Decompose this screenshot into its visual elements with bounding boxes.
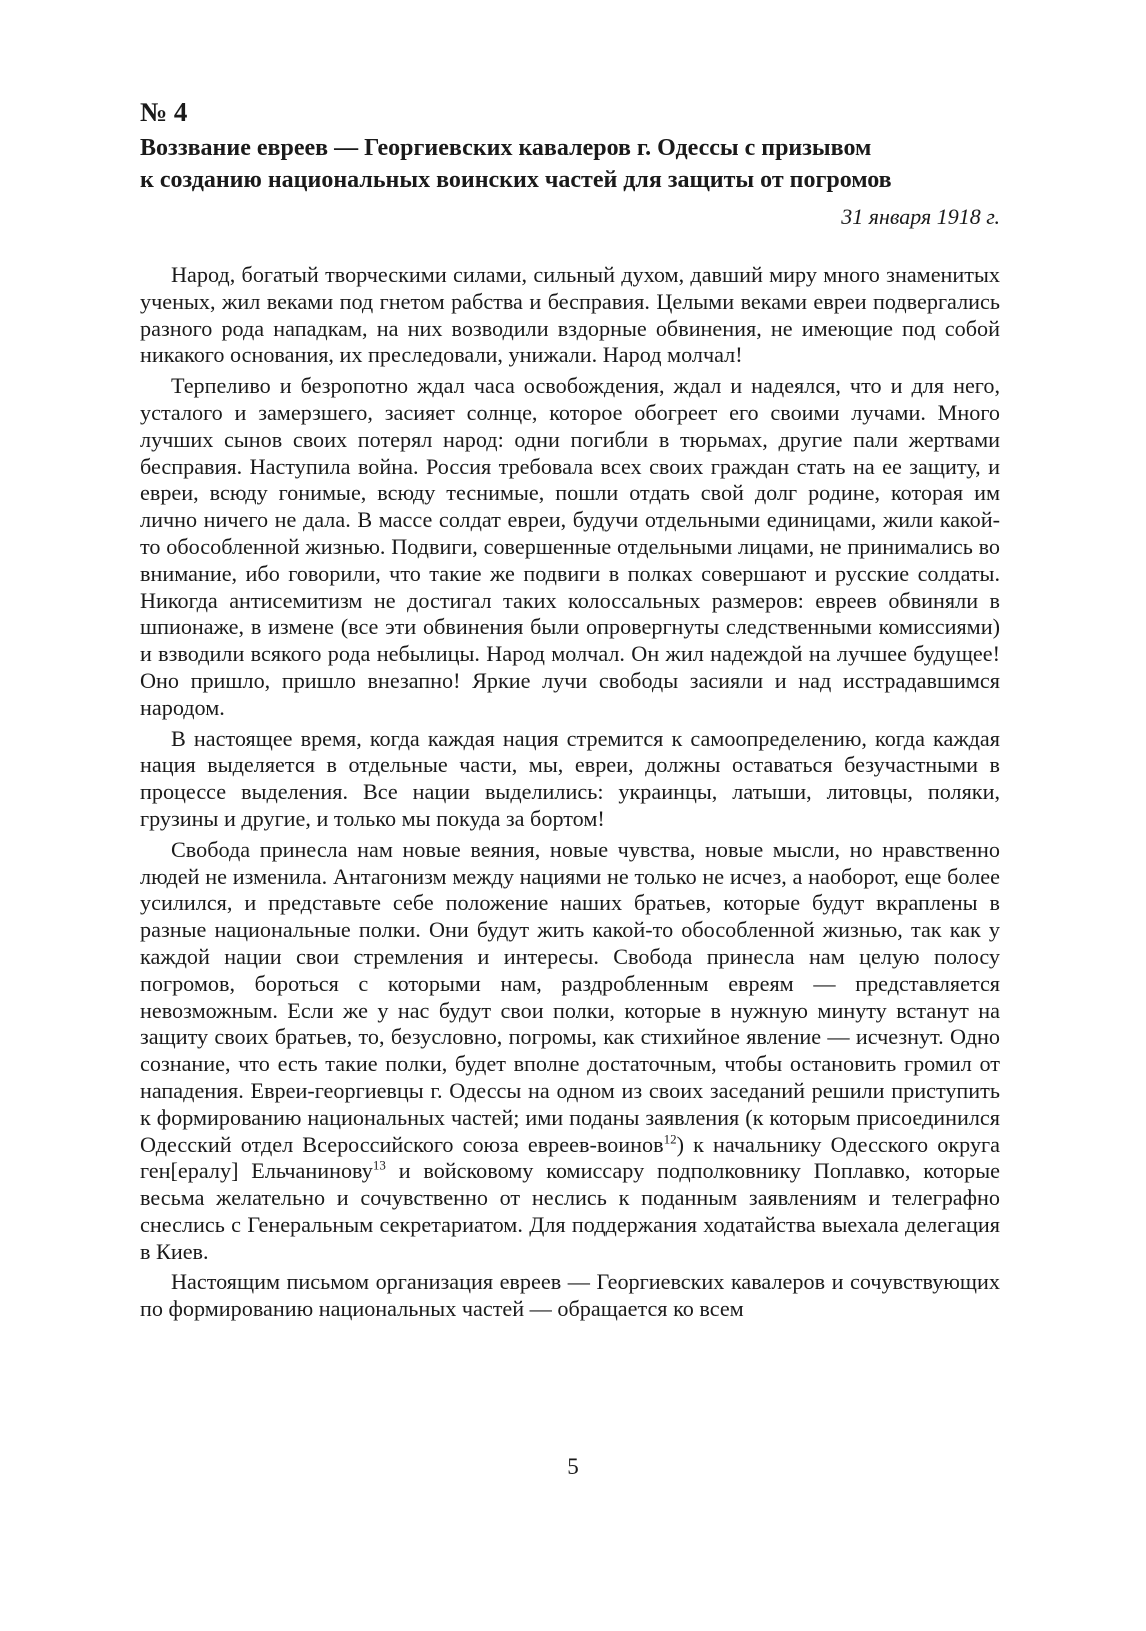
footnote-ref-13[interactable]: 13 xyxy=(372,1157,386,1173)
document-page xyxy=(140,96,1000,1327)
paragraph-5: Настоящим письмом организация евреев — Георгиевских кавалеров и сочувствующих по формированию национальных частей — обращается ко всем xyxy=(140,1269,1000,1322)
paragraph-1: Народ, богатый творческими силами, сильный духом, давший миру много знаменитых ученых, жил веками под гнетом рабства и бесправия. Целыми веками евреи подвергались разного рода нападкам, на них возводили вздорные обвинения, не имеющие под собой никакого основания, их преследовали, унижали. Народ молчал! xyxy=(140,262,1000,368)
paragraph-4 xyxy=(140,837,1000,1266)
document-date: 31 января 1918 г. xyxy=(841,204,1000,229)
document-title xyxy=(140,132,1000,196)
document-body xyxy=(140,262,1000,1323)
paragraph-4-text: Свобода принесла нам новые веяния, новые чувства, новые мысли, но нравственно людей не изменила. Антагонизм между нациями не только не исчез, а наоборот, еще более усилился, и представьте себе положение наших братьев, которые будут вкраплены в разные национальные полки. Они будут жить какой-то обособленной жизнью, так как у каждой нации свои стремления и интересы. Свобода принесла нам целую полосу погромов, бороться с которыми нам, раздробленным евреям — представляется невозможным. Если же у нас будут свои полки, которые в нужную минуту встанут на защиту своих братьев, то, безусловно, погромы, как стихийное явление — исчезнут. Одно сознание, что есть такие полки, будет вполне достаточным, чтобы остановить громил от нападения. Евреи-георгиевцы г. Одессы на одном из своих заседаний решили приступить к формированию национальных частей; ими поданы заявления (к которым присоединился Одесский отдел Всероссийского союза евреев-воинов xyxy=(140,836,1000,1157)
page-number: 5 xyxy=(567,1454,579,1479)
paragraph-2: Терпеливо и безропотно ждал часа освобождения, ждал и надеялся, что и для него, усталого и замерзшего, засияет солнце, которое обогреет его своими лучами. Много лучших сынов своих потерял народ: одни погибли в тюрьмах, другие пали жертвами бесправия. Наступила война. Россия требовала всех своих граждан стать на ее защиту, и евреи, всюду гонимые, всюду теснимые, пошли отдать свой долг родине, которая им лично ничего не дала. В массе солдат евреи, будучи отдельными единицами, жили какой-то обособленной жизнью. Подвиги, совершенные отдельными лицами, не принимались во внимание, ибо говорили, что такие же подвиги в полках совершают и русские солдаты. Никогда антисемитизм не достигал таких колоссальных размеров: евреев обвиняли в шпионаже, в измене (все эти обвинения были опровергнуты следственными комиссиями) и взводили всякого рода небылицы. Народ молчал. Он жил надеждой на лучшее будущее! Оно пришло, пришло внезапно! Яркие лучи свободы засияли и над исстрадавшимся народом. xyxy=(140,373,1000,720)
paragraph-4-text-tail: и войсковому комиссару подполковнику Поплавко, которые весьма желательно и сочувственно от неслись к поданным заявлениям и телеграфно снеслись с Генеральным секретариатом. Для поддержания ходатайства выехала делегация в Киев. xyxy=(140,1158,1000,1264)
footnote-ref-12[interactable]: 12 xyxy=(663,1131,677,1147)
document-title-line-1: Воззвание евреев — Георгиевских кавалеров г. Одессы с призывом xyxy=(140,135,872,161)
paragraph-3: В настоящее время, когда каждая нация стремится к самоопределению, когда каждая нация выделяется в отдельные части, мы, евреи, должны оставаться безучастными в процессе выделения. Все нации выделились: украинцы, латыши, литовцы, поляки, грузины и другие, и только мы покуда за бортом! xyxy=(140,725,1000,831)
paragraph-4-text-mid: ) к начальнику Одесского округа ген[ералу] Ельчанинову xyxy=(140,1131,1000,1184)
document-number: № 4 xyxy=(140,97,188,127)
document-title-line-2: к созданию национальных воинских частей для защиты от погромов xyxy=(140,167,892,193)
